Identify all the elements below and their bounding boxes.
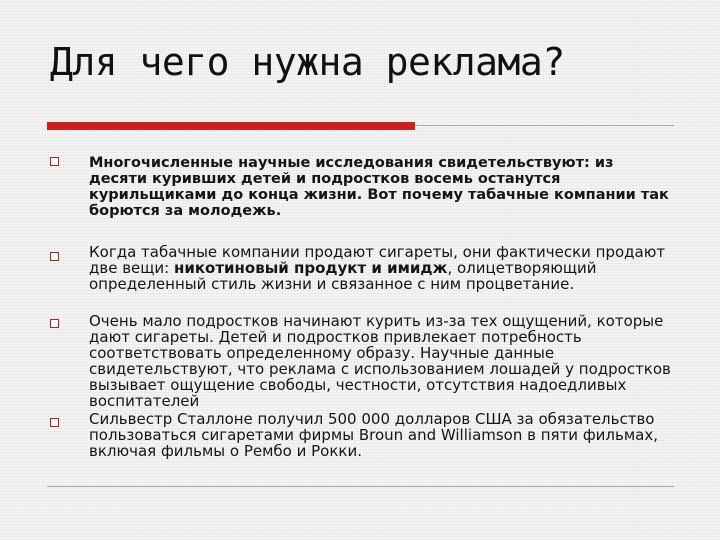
- bullet-marker-1: [50, 157, 59, 166]
- bullet-2-text-after: , олицетворяющий определенный стиль жизни и связанное с ним процветание.: [89, 259, 597, 293]
- bullet-2-bold-phrase: никотиновый продукт и имидж: [173, 259, 448, 277]
- bullet-marker-3: [50, 319, 59, 328]
- footer-divider-line: [47, 486, 674, 487]
- bullet-2-text-before: Когда табачные компании продают сигареты, они фактически продают две вещи:: [89, 243, 666, 277]
- bullet-marker-4: [50, 418, 59, 427]
- slide-title: Для чего нужна реклама?: [50, 40, 565, 84]
- bullet-text-2: [89, 244, 674, 292]
- title-accent-bar: [47, 122, 415, 130]
- bullet-marker-2: [50, 252, 59, 261]
- bullet-text-1: Многочисленные научные исследования свидетельствуют: из десяти куривших детей и подростков восемь останутся курильщиками до конца жизни. Вот почему табачные компании так борются за молодежь.: [89, 155, 669, 219]
- bullet-text-3: Очень мало подростков начинают курить из-за тех ощущений, которые дают сигареты. Детей и подростков привлекает потребность соответствовать определенному образу. Научные данные свидетельствуют, что реклама с использованием лошадей у подростков вызывает ощущение свободы, честности, отсутствия надоедливых воспитателей: [89, 312, 671, 410]
- bullet-text-4: Сильвестр Сталлоне получил 500 000 долларов США за обязательство пользоваться сигаретами фирмы Broun and Williamson в пяти фильмах, включая фильмы о Рембо и Рокки.: [89, 410, 658, 460]
